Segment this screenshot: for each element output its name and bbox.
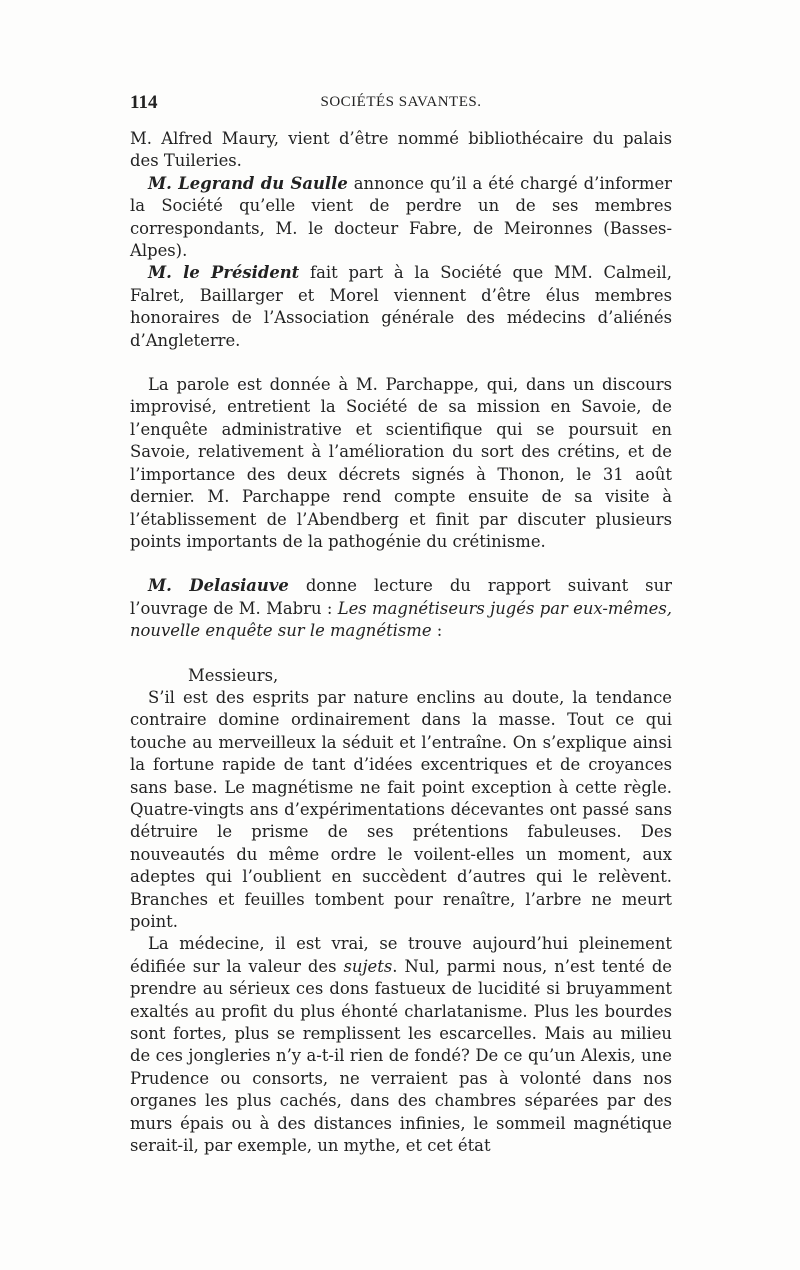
- paragraph-merveilleux: S’il est des esprits par nature enclins au doute, la tendance contraire domine ordinairement dans la masse. Tout ce qui touche au merveilleux la séduit et l’entraîne. On s’explique ainsi la fortune rapide de tant d’idées excentriques et de croyances sans base. Le magnétisme ne fait point exception à cette règle. Quatre-vingts ans d’expérimentations décevantes ont passé sans détruire le prisme de ses prétentions fabuleuses. Des nouveautés du même ordre le voilent-elles un moment, aux adeptes qui l’oublient en succèdent d’autres qui le relèvent. Branches et feuilles tombent pour renaître, l’arbre ne meurt point.: [130, 687, 672, 931]
- paragraph-medecine: [130, 933, 672, 1157]
- running-head: SOCIÉTÉS SAVANTES.: [320, 94, 482, 110]
- paragraph-delasiauve-text-a: donne lecture du rapport suivant sur l’ouvrage de M. Mabru :: [130, 576, 672, 618]
- book-title: Les magnétiseurs jugés par eux-mêmes, nouvelle enquête sur le magnétisme: [130, 598, 672, 641]
- paragraph-legrand: [130, 173, 672, 263]
- salutation: Messieurs,: [188, 665, 279, 685]
- page-header: [130, 92, 672, 116]
- paragraph-delasiauve-text-b: :: [431, 621, 443, 641]
- speaker-legrand: M. Legrand du Saulle: [148, 173, 348, 193]
- paragraph-medecine-text-a: La médecine, il est vrai, se trouve aujourd’hui pleinement édifiée sur la valeur des: [130, 934, 672, 976]
- paragraph-legrand-text: annonce qu’il a été chargé d’informer la Société qu’elle vient de perdre un de ses membres correspondants, M. le docteur Fabre, de Meironnes (Basses-Alpes).: [130, 173, 672, 261]
- paragraph-delasiauve: [130, 575, 672, 642]
- page-number: 114: [130, 92, 158, 113]
- speaker-president: M. le Président: [148, 263, 300, 283]
- paragraph-medecine-text-b: . Nul, parmi nous, n’est tenté de prendre au sérieux ces dons fastueux de lucidité si bruyamment exaltés au profit du plus éhonté charlatanisme. Plus les bourdes sont fortes, plus se remplissent les escarcelles. Mais au milieu de ces jongleries n’y a-t-il rien de fondé? De ce qu’un Alexis, une Prudence ou consorts, ne verraient pas à volonté dans nos organes les plus cachés, dans des chambres séparées par des murs épais ou à des distances infinies, le sommeil magnétique serait-il, par exemple, un mythe, et cet état: [130, 956, 673, 1156]
- body-text: [130, 128, 672, 1157]
- paragraph-president-text: fait part à la Société que MM. Calmeil, Falret, Baillarger et Morel viennent d’être élus membres honoraires de l’Association générale des médecins d’aliénés d’Angleterre.: [130, 263, 673, 350]
- paragraph-parchappe: La parole est donnée à M. Parchappe, qui, dans un discours improvisé, entretient la Société de sa mission en Savoie, de l’enquête administrative et scientifique qui se poursuit en Savoie, relativement à l’amélioration du sort des crétins, et de l’importance des deux décrets signés à Thonon, le 31 août dernier. M. Parchappe rend compte ensuite de sa visite à l’établissement de l’Abendberg et finit par discuter plusieurs points importants de la pathogénie du crétinisme.: [130, 375, 672, 551]
- speaker-delasiauve: M. Delasiauve: [148, 576, 289, 596]
- paragraph-maury: M. Alfred Maury, vient d’être nommé bibliothécaire du palais des Tuileries.: [130, 129, 672, 171]
- sujets-word: sujets: [343, 956, 393, 976]
- paragraph-president: [130, 262, 672, 352]
